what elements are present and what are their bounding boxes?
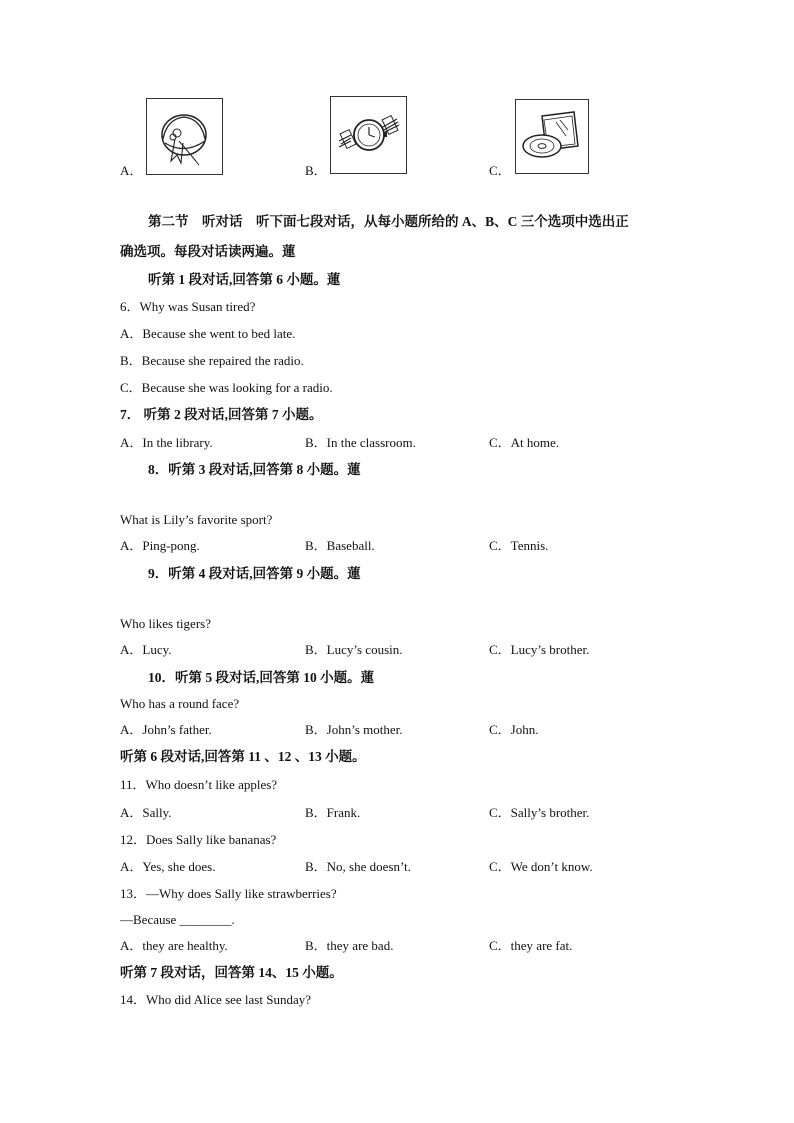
question-9-option-c: C．Lucy’s brother. [489,642,590,657]
question-12-option-a: A．Yes, she does. [120,859,216,874]
hat-icon [147,99,222,174]
question-8-option-b: B．Baseball. [305,538,375,553]
section-title-line1: 第二节 听对话 听下面七段对话，从每小题所给的 A、B、C 三个选项中选出正 [148,214,629,229]
question-9-option-a: A．Lucy. [120,642,172,657]
question-7-option-c: C．At home. [489,435,560,450]
question-9-option-b: B．Lucy’s cousin. [305,642,403,657]
picture-a-label: A． [120,163,143,178]
watch-icon [331,97,406,173]
question-13: 13．—Why does Sally like strawberries? [120,886,337,901]
question-10-option-b: B．John’s mother. [305,722,403,737]
question-14: 14．Who did Alice see last Sunday? [120,992,311,1007]
question-11-option-c: C．Sally’s brother. [489,805,590,820]
question-7-option-b: B．In the classroom. [305,435,416,450]
instruction-dialog-4: 9．听第 4 段对话,回答第 9 小题。蓮 [148,566,361,581]
picture-b-label: B． [305,163,327,178]
question-8: What is Lily’s favorite sport? [120,512,273,527]
question-6-option-b: B．Because she repaired the radio. [120,353,304,368]
question-11: 11．Who doesn’t like apples? [120,777,278,792]
question-12-option-c: C．We don’t know. [489,859,593,874]
question-13-option-b: B．they are bad. [305,938,394,953]
question-11-option-a: A．Sally. [120,805,172,820]
instruction-dialog-6: 听第 6 段对话,回答第 11 、12 、13 小题。 [120,749,366,764]
question-10: Who has a round face? [120,696,240,711]
watch-picture [330,96,407,174]
section-title-line2: 确选项。每段对话读两遍。蓮 [120,244,296,259]
question-8-option-a: A．Ping-pong. [120,538,200,553]
instruction-dialog-7: 听第 7 段对话，回答第 14、15 小题。 [120,965,343,980]
instruction-dialog-3: 8．听第 3 段对话,回答第 8 小题。蓮 [148,462,361,477]
instruction-dialog-1: 听第 1 段对话,回答第 6 小题。蓮 [148,272,341,287]
picture-c-label: C． [489,163,511,178]
question-13-blank: —Because ________. [120,912,235,927]
question-10-option-a: A．John’s father. [120,722,212,737]
cd-icon [516,100,588,173]
hat-picture [146,98,223,175]
question-6-option-a: A．Because she went to bed late. [120,326,296,341]
instruction-dialog-5: 10．听第 5 段对话,回答第 10 小题。蓮 [148,670,375,685]
cd-picture [515,99,589,174]
question-7: 7． 听第 2 段对话,回答第 7 小题。 [120,407,323,422]
question-6: 6．Why was Susan tired? [120,299,256,314]
question-8-option-c: C．Tennis. [489,538,549,553]
question-11-option-b: B．Frank. [305,805,361,820]
question-10-option-c: C．John. [489,722,539,737]
question-6-option-c: C．Because she was looking for a radio. [120,380,333,395]
question-12: 12．Does Sally like bananas? [120,832,277,847]
question-13-option-a: A．they are healthy. [120,938,228,953]
question-7-option-a: A．In the library. [120,435,213,450]
question-12-option-b: B．No, she doesn’t. [305,859,411,874]
question-9: Who likes tigers? [120,616,211,631]
question-13-option-c: C．they are fat. [489,938,573,953]
